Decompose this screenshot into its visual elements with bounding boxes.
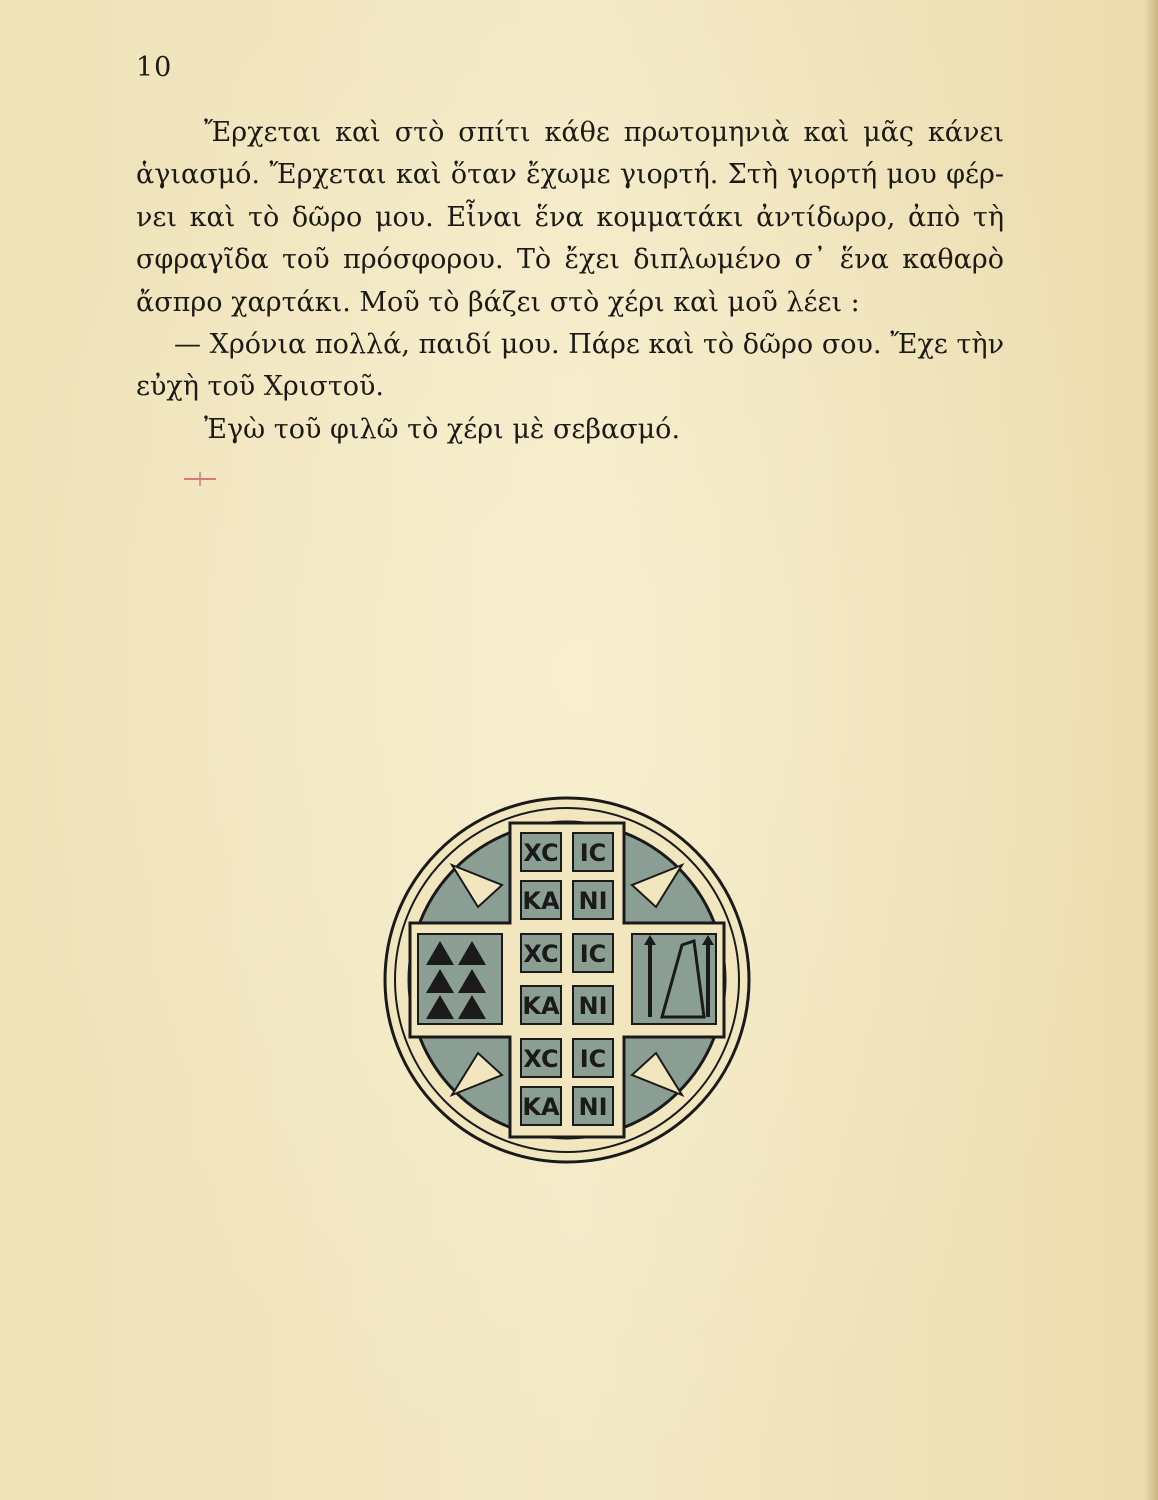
svg-text:XC: XC — [523, 1045, 559, 1073]
body-text — [136, 112, 1004, 451]
svg-text:XC: XC — [523, 839, 559, 867]
svg-text:KA: KA — [522, 992, 560, 1020]
text-line-5: ἄσπρο χαρτάκι. Μοῦ τὸ βάζει στὸ χέρι καὶ μοῦ λέει : — [136, 286, 860, 318]
prosphoro-seal-illustration — [382, 795, 752, 1165]
red-mark — [180, 468, 220, 488]
svg-text:KA: KA — [522, 1093, 560, 1121]
text-line-2: ἁγιασμό. Ἔρχεται καὶ ὅταν ἔχωμε γιορτή. Στὴ γιορτή μου φέρ- — [136, 159, 1004, 191]
page-edge — [1144, 0, 1158, 1500]
svg-text:XC: XC — [523, 940, 559, 968]
svg-text:IC: IC — [579, 1045, 607, 1073]
text-line-4: σφραγῖδα τοῦ πρόσφορου. Τὸ ἔχει διπλωμένο σ᾽ ἕνα καθαρὸ — [136, 244, 1004, 276]
svg-text:KA: KA — [522, 887, 560, 915]
text-line-7: εὐχὴ τοῦ Χριστοῦ. — [136, 371, 385, 403]
svg-text:NI: NI — [578, 1093, 608, 1121]
page-number: 10 — [136, 52, 173, 83]
text-line-6: — Χρόνια πολλά, παιδί μου. Πάρε καὶ τὸ δῶρο σου. Ἔχε τὴν — [174, 329, 1004, 361]
text-line-3: νει καὶ τὸ δῶρο μου. Εἶναι ἕνα κομματάκι ἀντίδωρο, ἀπὸ τὴ — [136, 201, 1004, 233]
svg-text:IC: IC — [579, 940, 607, 968]
svg-text:IC: IC — [579, 839, 607, 867]
text-line-8: Ἐγὼ τοῦ φιλῶ τὸ χέρι μὲ σεβασμό. — [204, 413, 681, 445]
svg-text:NI: NI — [578, 992, 608, 1020]
text-line-1: Ἔρχεται καὶ στὸ σπίτι κάθε πρωτομηνιὰ καὶ μᾶς κάνει — [204, 117, 1004, 148]
svg-text:NI: NI — [578, 887, 608, 915]
